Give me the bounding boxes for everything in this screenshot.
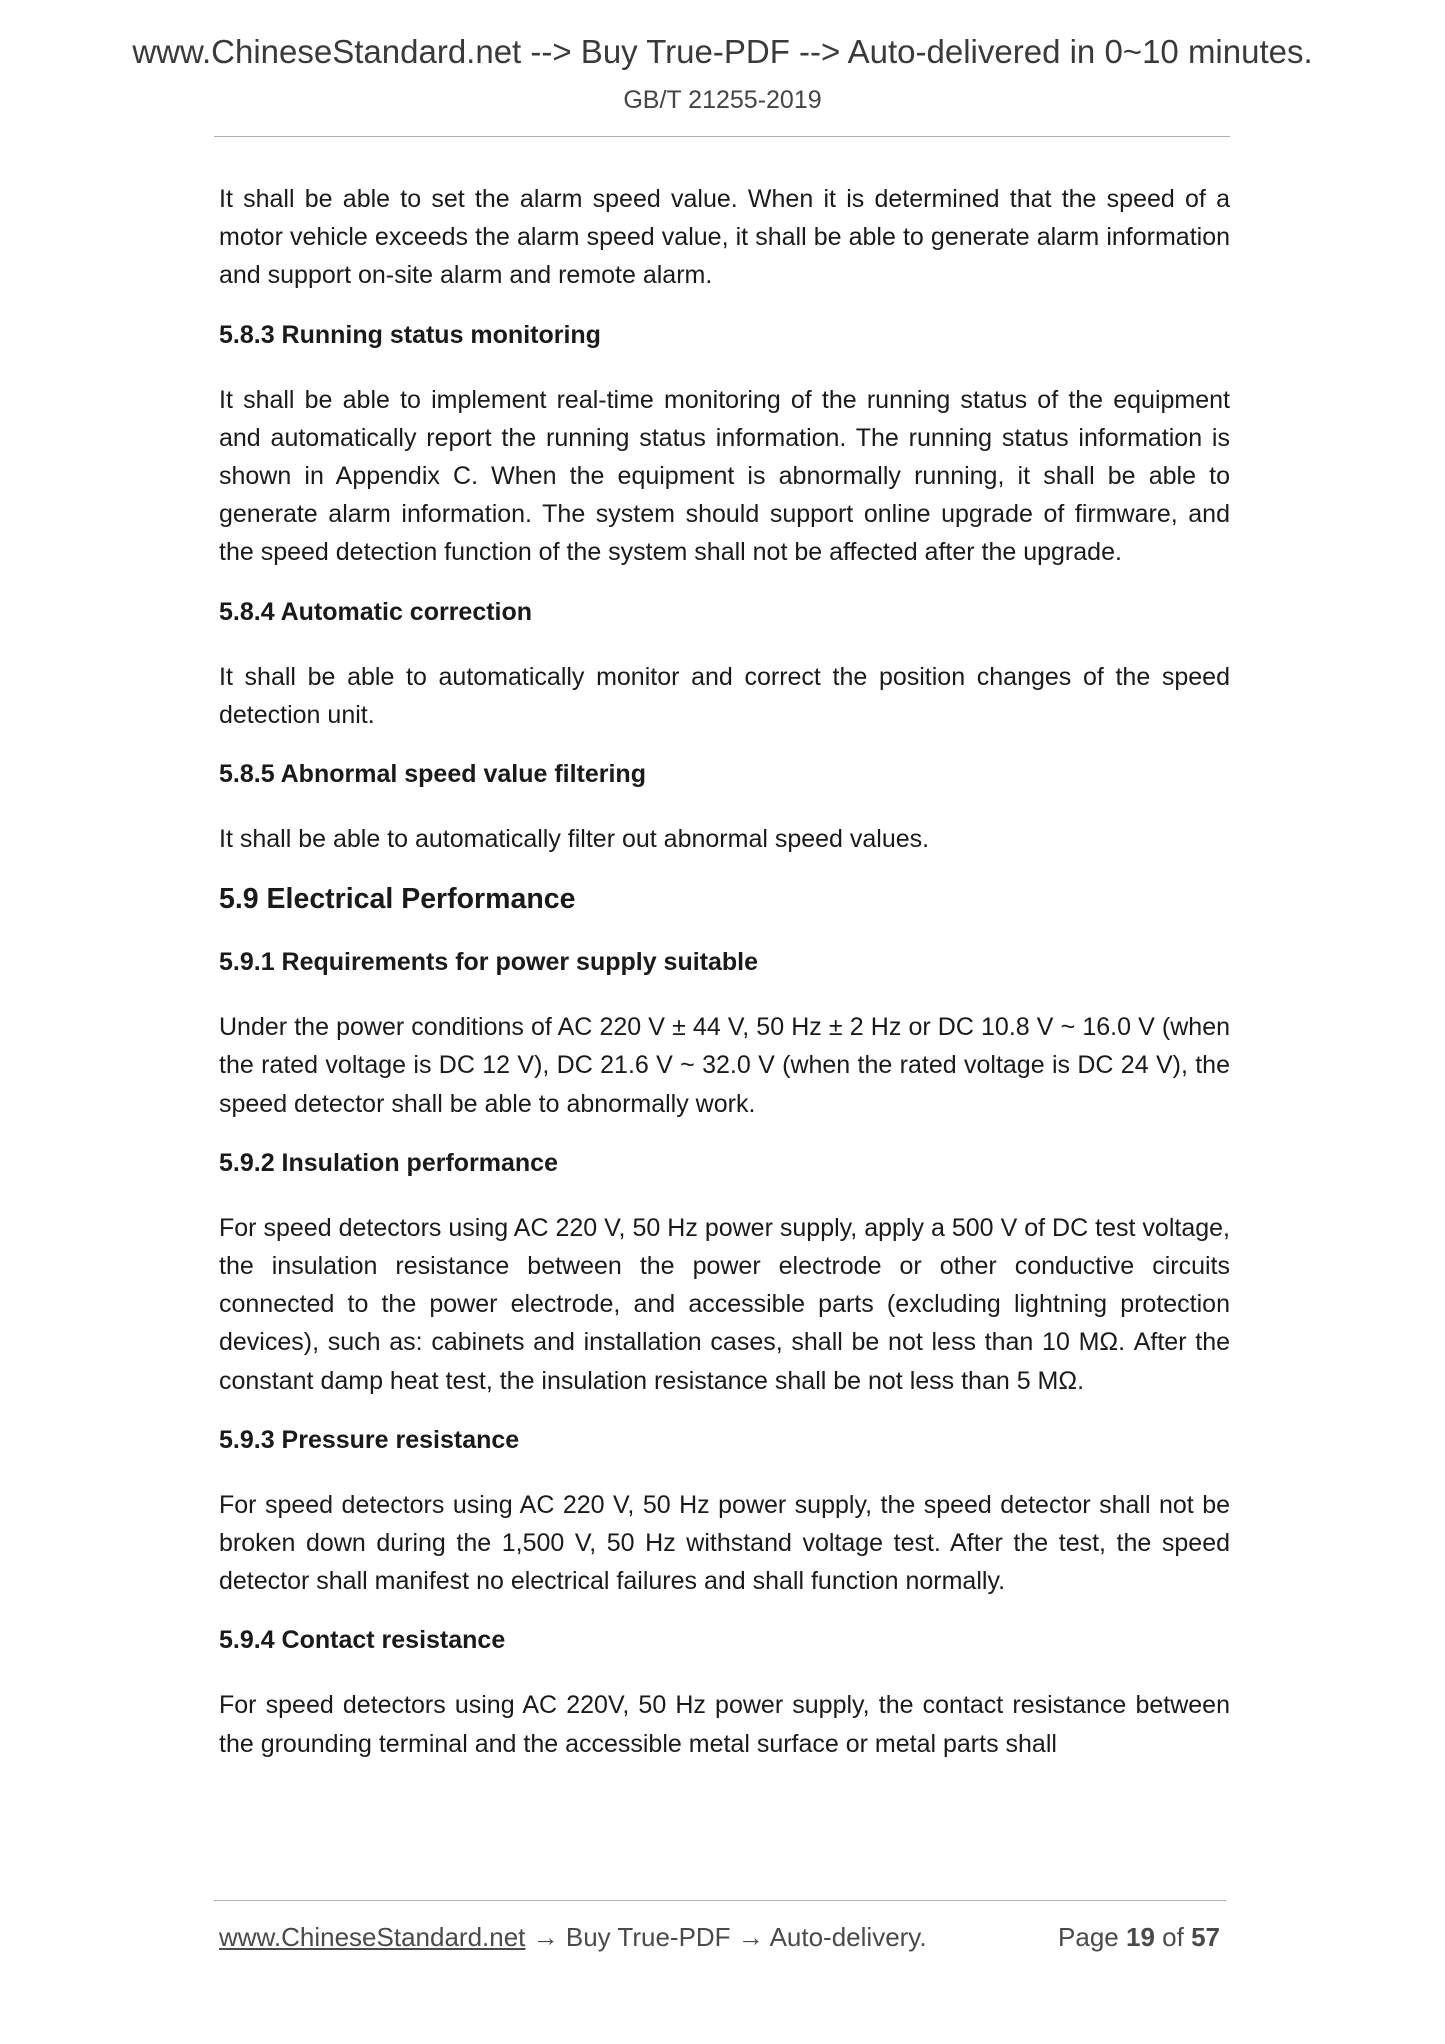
paragraph-pressure-resistance: For speed detectors using AC 220 V, 50 Hz power supply, the speed detector shall not be broken down during the 1,500 V, 50 Hz withstand voltage test. After the test, the speed detector shall manifest no electrical failures and shall function normally. [219, 1490, 1230, 1596]
page-footer [219, 1919, 1230, 1955]
current-page-number: 19 [1126, 1922, 1155, 1952]
footer-promo-text: → Buy True-PDF → Auto-delivery. [525, 1922, 927, 1952]
paragraph-power-supply: Under the power conditions of AC 220 V ± 44 V, 50 Hz ± 2 Hz or DC 10.8 V ~ 16.0 V (when the rated voltage is DC 12 V), DC 21.6 V ~ 32.0 V (when the rated voltage is DC 24 V), the speed detector shall be able to abnormally work. [219, 1013, 1230, 1118]
heading-automatic-correction: 5.8.4 Automatic correction [219, 597, 533, 626]
page-of-label: of [1162, 1922, 1184, 1952]
page-content [219, 180, 1230, 1784]
document-code: GB/T 21255-2019 [623, 86, 822, 114]
paragraph-abnormal-speed-filtering: It shall be able to automatically filter out abnormal speed values. [219, 825, 930, 854]
site-banner: www.ChineseStandard.net --> Buy True-PDF --> Auto-delivered in 0~10 minutes. [132, 33, 1313, 70]
footer-promo [219, 1919, 927, 1955]
paragraph-alarm-speed: It shall be able to set the alarm speed value. When it is determined that the speed of a motor vehicle exceeds the alarm speed value, it shall be able to generate alarm information and support on-site alarm and remote alarm. [219, 185, 1230, 290]
heading-insulation-performance: 5.9.2 Insulation performance [219, 1148, 558, 1177]
heading-electrical-performance: 5.9 Electrical Performance [219, 883, 576, 916]
page-indicator [1058, 1919, 1220, 1955]
heading-abnormal-speed-filtering: 5.8.5 Abnormal speed value filtering [219, 760, 646, 789]
footer-site-link[interactable]: www.ChineseStandard.net [219, 1922, 526, 1952]
heading-pressure-resistance: 5.9.3 Pressure resistance [219, 1425, 520, 1454]
paragraph-insulation: For speed detectors using AC 220 V, 50 Hz power supply, apply a 500 V of DC test voltage, the insulation resistance between the power electrode or other conductive circuits connected to the power electrode, and accessible parts (excluding lightning protection devices), such as: cabinets and installation cases, shall be not less than 10 MΩ. After the constant damp heat test, the insulation resistance shall be not less than 5 MΩ. [219, 1213, 1230, 1395]
page-label: Page [1058, 1922, 1119, 1952]
heading-power-supply-requirements: 5.9.1 Requirements for power supply suitable [219, 948, 759, 977]
heading-contact-resistance: 5.9.4 Contact resistance [219, 1626, 506, 1655]
paragraph-running-status: It shall be able to implement real-time monitoring of the running status of the equipment and automatically report the running status information. The running status information is shown in Appendix C. When the equipment is abnormally running, it shall be able to generate alarm information. The system should support online upgrade of firmware, and the speed detection function of the system shall not be affected after the upgrade. [219, 385, 1230, 567]
footer-divider [214, 1900, 1226, 1901]
paragraph-contact-resistance: For speed detectors using AC 220V, 50 Hz power supply, the contact resistance between the grounding terminal and the accessible metal surface or metal parts shall [219, 1691, 1230, 1758]
header-divider [214, 136, 1230, 137]
paragraph-automatic-correction: It shall be able to automatically monitor and correct the position changes of the speed detection unit. [219, 662, 1230, 729]
heading-running-status-monitoring: 5.8.3 Running status monitoring [219, 320, 601, 349]
total-pages-number: 57 [1191, 1922, 1220, 1952]
